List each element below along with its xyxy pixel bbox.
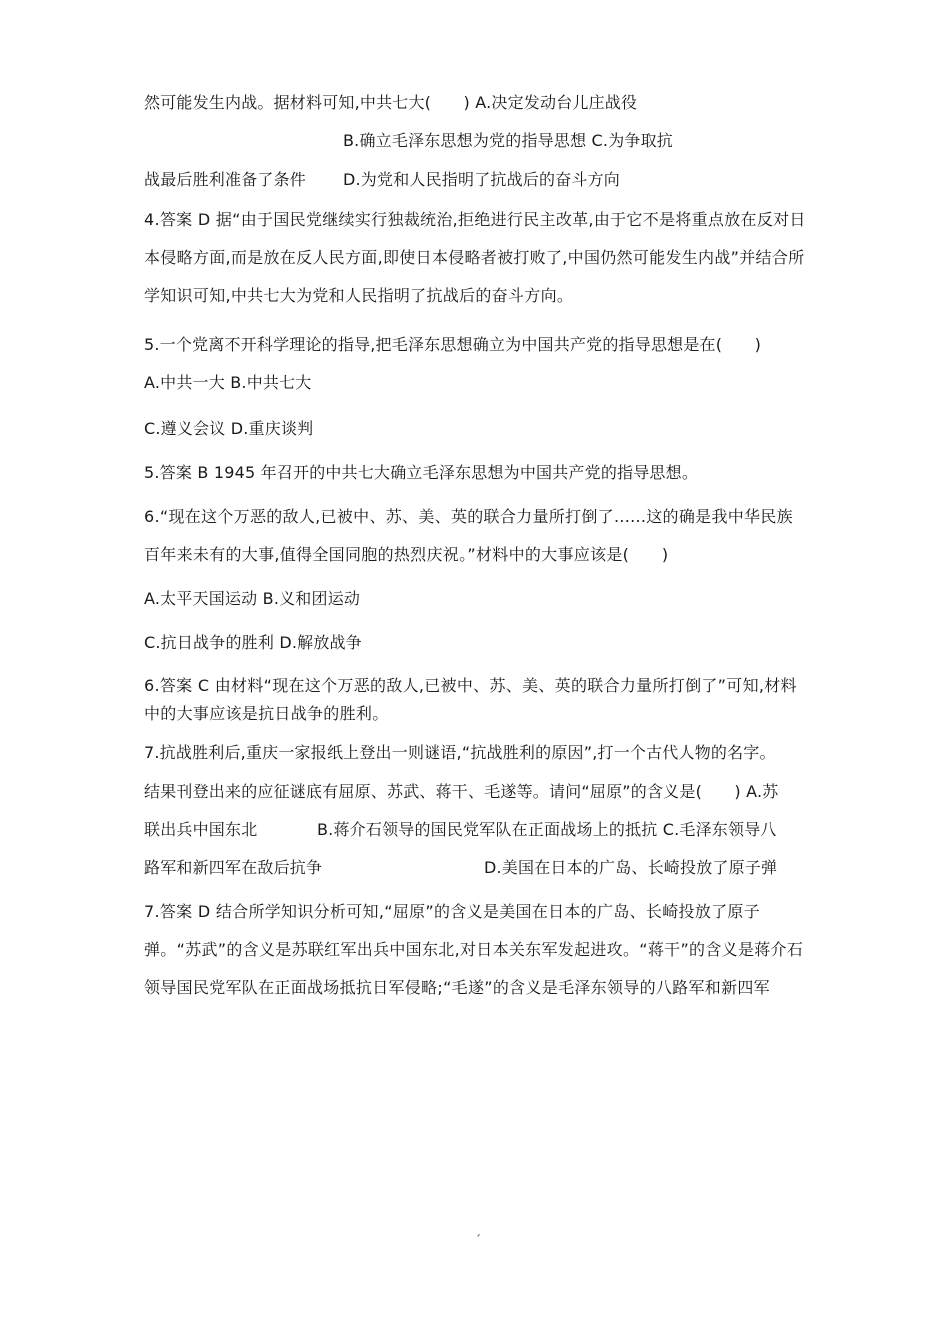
q7-line-4a: 路军和新四军在敌后抗争: [144, 858, 323, 877]
answer-4: 4.答案 D 据“由于国民党继续实行独裁统治,拒绝进行民主改革,由于它不是将重点放在反对日本侵略方面,而是放在反人民方面,即使日本侵略者被打败了,中国仍然可能发生内战”并结合所学知识可知,中共七大为党和人民指明了抗战后的奋斗方向。: [144, 210, 806, 305]
q7-line-4b: D.美国在日本的广岛、长崎投放了原子弹: [484, 858, 778, 877]
q5-stem: 5.一个党离不开科学理论的指导,把毛泽东思想确立为中国共产党的指导思想是在( ): [144, 335, 762, 354]
q7-line-1: 7.抗战胜利后,重庆一家报纸上登出一则谜语,“抗战胜利的原因”,打一个古代人物的名字。: [144, 743, 776, 762]
q4-line-1: 然可能发生内战。据材料可知,中共七大( ) A.决定发动台儿庄战役: [144, 93, 638, 112]
q4-line-2: B.确立毛泽东思想为党的指导思想 C.为争取抗: [343, 131, 674, 150]
q5-options-cd: C.遵义会议 D.重庆谈判: [144, 419, 314, 438]
answer-7: 7.答案 D 结合所学知识分析可知,“屈原”的含义是美国在日本的广岛、长崎投放了原子弹。“苏武”的含义是苏联红军出兵中国东北,对日本关东军发起进攻。“蒋干”的含义是蒋介石领导国民党军队在正面战场抵抗日军侵略;“毛遂”的含义是毛泽东领导的八路军和新四军: [144, 902, 804, 997]
q5-options-ab: A.中共一大 B.中共七大: [144, 373, 312, 392]
q7-line-2: 结果刊登出来的应征谜底有屈原、苏武、蒋干、毛遂等。请问“屈原”的含义是( ) A.苏: [144, 782, 779, 801]
q7-line-3b: B.蒋介石领导的国民党军队在正面战场上的抵抗 C.毛泽东领导八: [317, 820, 777, 839]
q6-stem: 6.“现在这个万恶的敌人,已被中、苏、美、英的联合力量所打倒了......这的确是我中华民族百年来未有的大事,值得全国同胞的热烈庆祝。”材料中的大事应该是( ): [144, 507, 793, 564]
page-footer-mark: ˊ: [475, 1233, 481, 1247]
answer-6: 6.答案 C 由材料“现在这个万恶的敌人,已被中、苏、美、英的联合力量所打倒了”可知,材料中的大事应该是抗日战争的胜利。: [144, 676, 797, 723]
q6-options-ab: A.太平天国运动 B.义和团运动: [144, 589, 361, 608]
q7-line-3a: 联出兵中国东北: [144, 820, 258, 839]
q6-options-cd: C.抗日战争的胜利 D.解放战争: [144, 633, 362, 652]
q4-line-3a: 战最后胜利准备了条件: [144, 170, 307, 189]
q4-line-3b: D.为党和人民指明了抗战后的奋斗方向: [343, 170, 621, 189]
answer-5: 5.答案 B 1945 年召开的中共七大确立毛泽东思想为中国共产党的指导思想。: [144, 463, 699, 482]
